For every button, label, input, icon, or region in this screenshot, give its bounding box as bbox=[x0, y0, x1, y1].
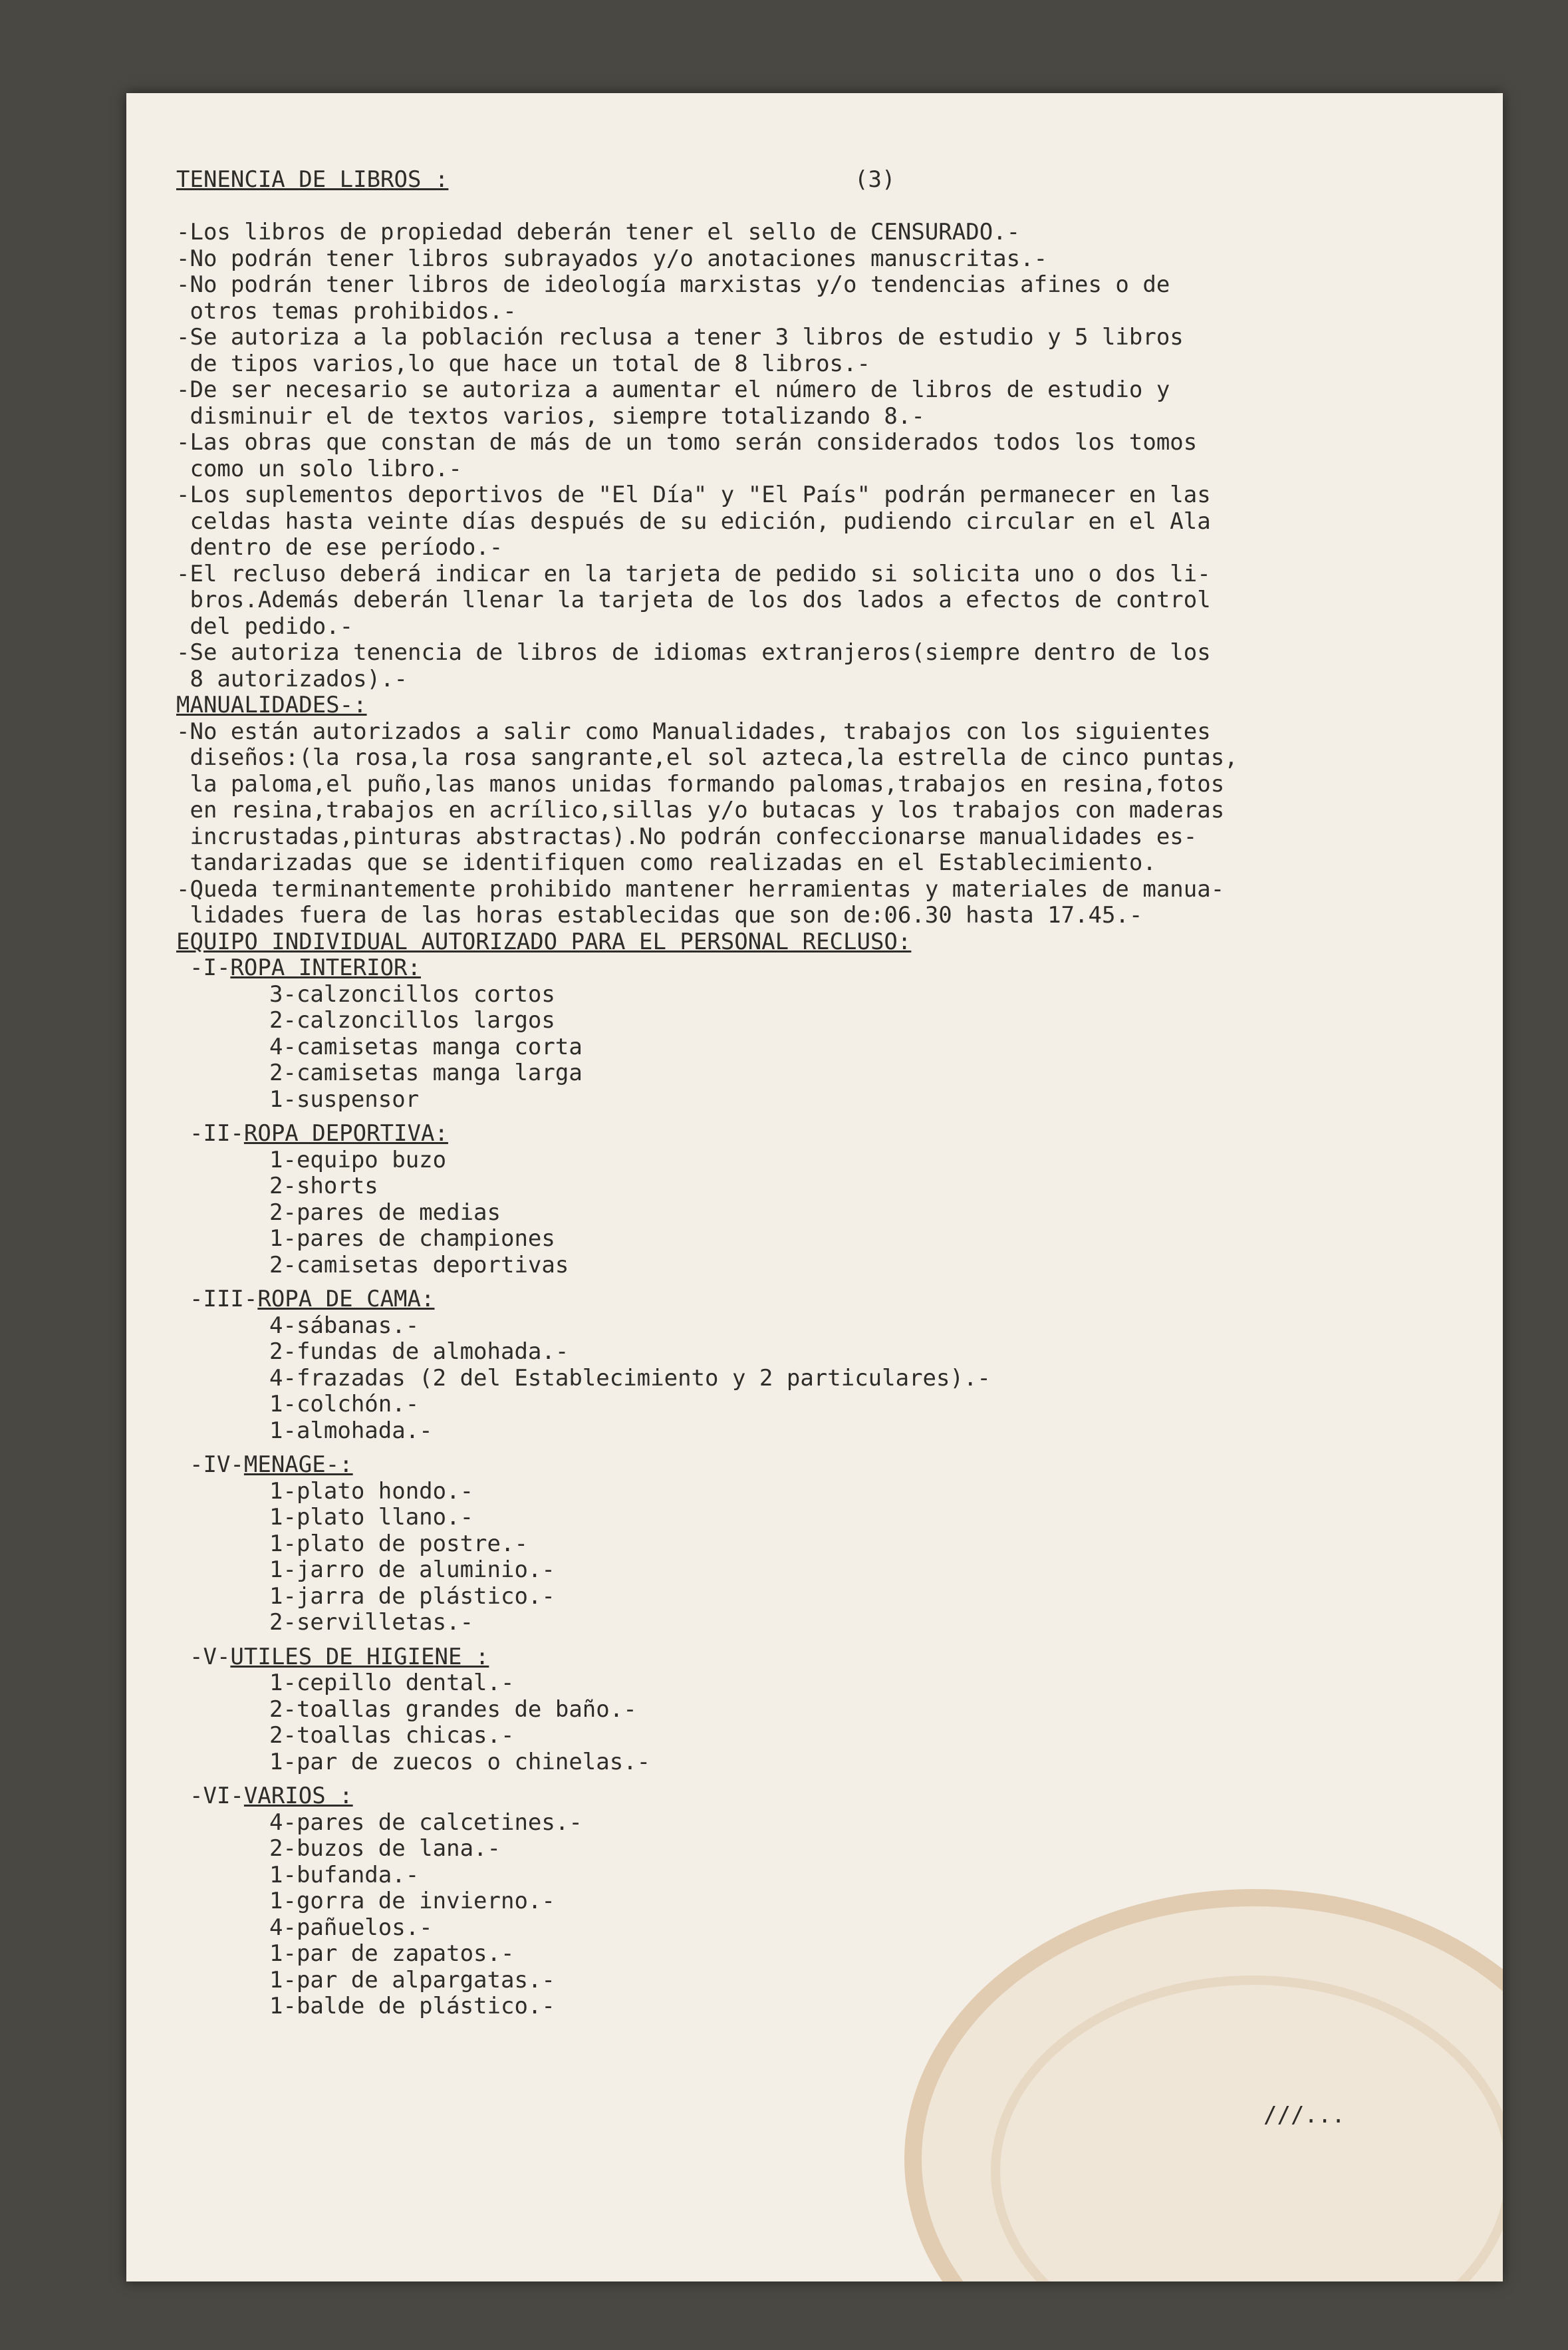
text-line: -No podrán tener libros subrayados y/o anotaciones manuscritas.- bbox=[176, 245, 1048, 272]
section-spacer bbox=[176, 1444, 1480, 1452]
list-item: 1-balde de plástico.- bbox=[269, 1993, 555, 2019]
list-item: 2-pares de medias bbox=[269, 1199, 501, 1226]
list-item: 2-camisetas deportivas bbox=[269, 1252, 569, 1278]
document-body bbox=[176, 220, 1480, 2028]
section-heading bbox=[190, 1644, 1480, 1671]
list-item: 2-toallas chicas.- bbox=[269, 1723, 515, 1749]
section-spacer bbox=[176, 1278, 1480, 1286]
text-line: -Se autoriza a la población reclusa a tener 3 libros de estudio y 5 libros bbox=[176, 325, 1184, 351]
text-line: lidades fuera de las horas establecidas que son de:06.30 hasta 17.45.- bbox=[176, 903, 1143, 929]
text-line: otros temas prohibidos.- bbox=[176, 298, 517, 325]
text-line: -No están autorizados a salir como Manualidades, trabajos con los siguientes bbox=[176, 718, 1211, 745]
section-heading bbox=[190, 1121, 1480, 1147]
list-item: 1-par de zuecos o chinelas.- bbox=[269, 1749, 651, 1775]
section-heading bbox=[190, 1783, 1480, 1810]
list-item: 1-suspensor bbox=[269, 1086, 420, 1113]
list-item: 1-par de alpargatas.- bbox=[269, 1967, 555, 1993]
section-title: MENAGE-: bbox=[243, 1452, 353, 1478]
list-item: 1-colchón.- bbox=[269, 1392, 420, 1417]
manualidades-rules bbox=[176, 719, 1480, 929]
text-line: de tipos varios,lo que hace un total de 8 libros.- bbox=[176, 351, 870, 377]
list-item: 1-pares de championes bbox=[269, 1226, 555, 1252]
section-prefix: -I- bbox=[190, 955, 231, 981]
text-line: diseños:(la rosa,la rosa sangrante,el sol azteca,la estrella de cinco puntas, bbox=[176, 745, 1238, 771]
list-item: 2-camisetas manga larga bbox=[269, 1060, 583, 1086]
text-line: 8 autorizados).- bbox=[176, 666, 408, 692]
section-heading bbox=[190, 955, 1480, 982]
text-line: -Los libros de propiedad deberán tener el sello de CENSURADO.- bbox=[176, 220, 1021, 245]
section-title: VARIOS : bbox=[243, 1783, 353, 1809]
section-prefix: -V- bbox=[190, 1644, 231, 1670]
document-page bbox=[126, 93, 1503, 2281]
list-item: 2-toallas grandes de baño.- bbox=[269, 1696, 637, 1723]
text-line: como un solo libro.- bbox=[176, 456, 462, 482]
section-title: UTILES DE HIGIENE : bbox=[230, 1644, 489, 1670]
list-item: 1-plato hondo.- bbox=[269, 1478, 474, 1505]
list-item: 2-servilletas.- bbox=[269, 1610, 474, 1636]
page-header bbox=[176, 166, 1480, 193]
text-line: en resina,trabajos en acrílico,sillas y/o butacas y los trabajos con maderas bbox=[176, 798, 1225, 823]
list-item: 2-calzoncillos largos bbox=[269, 1008, 555, 1034]
section-prefix: -IV- bbox=[190, 1452, 244, 1478]
text-line: incrustadas,pinturas abstractas).No podrán confeccionarse manualidades es- bbox=[176, 823, 1198, 850]
text-line: disminuir el de textos varios, siempre totalizando 8.- bbox=[176, 403, 925, 430]
equipment-sections bbox=[176, 955, 1480, 2028]
section-title-manualidades: MANUALIDADES-: bbox=[176, 692, 367, 718]
list-item: 1-bufanda.- bbox=[269, 1862, 420, 1888]
list-item: 1-gorra de invierno.- bbox=[269, 1888, 555, 1914]
list-item: 1-almohada.- bbox=[269, 1417, 433, 1444]
list-item: 1-jarra de plástico.- bbox=[269, 1583, 555, 1610]
libros-rules bbox=[176, 220, 1480, 692]
section-title-libros: TENENCIA DE LIBROS : bbox=[176, 166, 449, 193]
text-line: del pedido.- bbox=[176, 613, 354, 640]
list-item: 1-plato llano.- bbox=[269, 1505, 474, 1531]
section-spacer bbox=[176, 1775, 1480, 1783]
list-item: 4-sábanas.- bbox=[269, 1312, 420, 1339]
section-prefix: -II- bbox=[190, 1121, 244, 1147]
list-item: 2-shorts bbox=[269, 1173, 378, 1199]
continuation-mark: ///... bbox=[1263, 2102, 1345, 2129]
section-spacer bbox=[176, 1636, 1480, 1644]
section-title: ROPA DEPORTIVA: bbox=[243, 1121, 448, 1147]
list-item: 1-plato de postre.- bbox=[269, 1531, 528, 1557]
text-line: -De ser necesario se autoriza a aumentar el número de libros de estudio y bbox=[176, 377, 1170, 403]
section-heading bbox=[190, 1452, 1480, 1479]
text-line: -El recluso deberá indicar en la tarjeta de pedido si solicita uno o dos li- bbox=[176, 561, 1211, 587]
list-item: 1-par de zapatos.- bbox=[269, 1941, 515, 1967]
section-title-equipo: EQUIPO INDIVIDUAL AUTORIZADO PARA EL PERSONAL RECLUSO: bbox=[176, 929, 912, 955]
section-title: ROPA DE CAMA: bbox=[257, 1286, 435, 1312]
list-item: 1-equipo buzo bbox=[269, 1147, 447, 1173]
section-spacer bbox=[176, 1113, 1480, 1121]
text-line: bros.Además deberán llenar la tarjeta de los dos lados a efectos de control bbox=[176, 587, 1211, 613]
list-item: 4-pañuelos.- bbox=[269, 1914, 433, 1941]
text-line: la paloma,el puño,las manos unidas formando palomas,trabajos en resina,fotos bbox=[176, 771, 1225, 798]
list-item: 2-buzos de lana.- bbox=[269, 1836, 501, 1862]
page-number: (3) bbox=[854, 166, 896, 193]
text-line: celdas hasta veinte días después de su edición, pudiendo circular en el Ala bbox=[176, 508, 1211, 535]
section-heading bbox=[190, 1286, 1480, 1313]
text-line: -Se autoriza tenencia de libros de idiomas extranjeros(siempre dentro de los bbox=[176, 640, 1211, 666]
text-line: -Las obras que constan de más de un tomo serán considerados todos los tomos bbox=[176, 430, 1198, 456]
section-prefix: -VI- bbox=[190, 1783, 244, 1809]
section-spacer bbox=[176, 2020, 1480, 2028]
text-line: -Los suplementos deportivos de "El Día" y "El País" podrán permanecer en las bbox=[176, 482, 1211, 508]
text-line: tandarizadas que se identifiquen como realizadas en el Establecimiento. bbox=[176, 850, 1156, 876]
list-item: 1-cepillo dental.- bbox=[269, 1670, 515, 1696]
text-line: dentro de ese período.- bbox=[176, 535, 503, 561]
text-line: -Queda terminantemente prohibido mantener herramientas y materiales de manua- bbox=[176, 876, 1225, 903]
text-line: -No podrán tener libros de ideología marxistas y/o tendencias afines o de bbox=[176, 272, 1170, 298]
list-item: 3-calzoncillos cortos bbox=[269, 981, 555, 1008]
section-prefix: -III- bbox=[190, 1286, 258, 1312]
list-item: 1-jarro de aluminio.- bbox=[269, 1557, 555, 1583]
list-item: 4-frazadas (2 del Establecimiento y 2 particulares).- bbox=[269, 1365, 991, 1392]
section-title: ROPA INTERIOR: bbox=[230, 955, 421, 981]
list-item: 2-fundas de almohada.- bbox=[269, 1339, 569, 1365]
list-item: 4-camisetas manga corta bbox=[269, 1034, 583, 1060]
list-item: 4-pares de calcetines.- bbox=[269, 1809, 583, 1836]
